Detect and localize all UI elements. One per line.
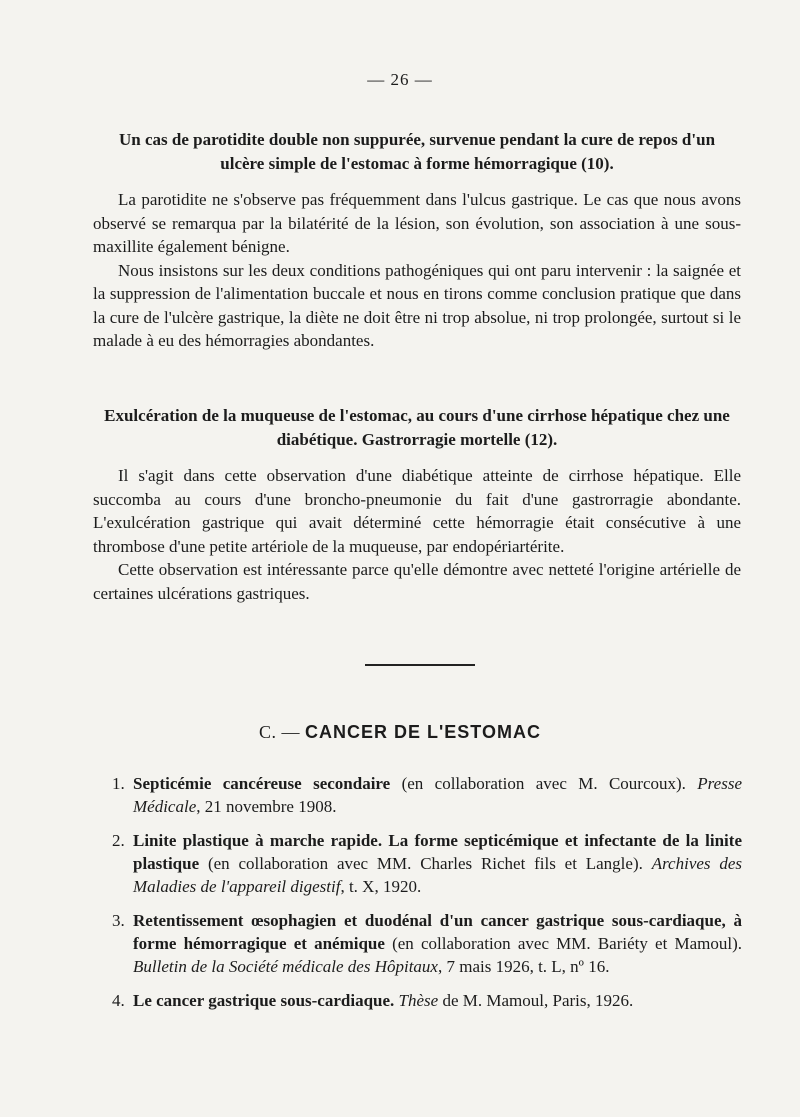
item-title: Le cancer gastrique sous-cardiaque.	[133, 991, 395, 1010]
bibliography-item	[112, 829, 742, 898]
article-exulceration	[93, 404, 741, 605]
item-tail: , 21 novembre 1908.	[196, 797, 337, 816]
item-tail: de M. Mamoul, Paris, 1926.	[438, 991, 634, 1010]
item-number: 3.	[112, 911, 125, 930]
item-tail: , 7 mais 1926, t. L, nº 16.	[437, 957, 610, 976]
article-paragraph: Il s'agit dans cette observation d'une diabétique atteinte de cirrhose hépatique. Elle succomba au cours d'une broncho-pneumonie du fait d'une gastrorragie abondante. L'exulcération gastrique qui avait déterminé cette hémorragie était consécutive à une thrombose d'une petite artériole de la muqueuse, par endopériartérite.	[93, 466, 741, 556]
section-divider	[365, 664, 475, 666]
bibliography-item	[112, 909, 742, 978]
item-journal: Archives des Maladies de l'appareil digestif	[133, 854, 743, 896]
item-title: Retentissement œsophagien et duodénal d'un cancer gastrique sous-cardiaque, à forme hémorragique et anémique	[133, 911, 742, 953]
item-details: (en collaboration avec M. Courcoux).	[390, 774, 698, 793]
section-letter: C. —	[259, 722, 301, 742]
item-number: 2.	[112, 831, 125, 850]
section-heading	[0, 722, 800, 743]
bibliography-list	[112, 772, 742, 1023]
item-title: Linite plastique à marche rapide. La forme septicémique et infectante de la linite plastique	[133, 831, 742, 873]
page-number: — 26 —	[367, 70, 433, 89]
article-paragraph: Nous insistons sur les deux conditions pathogéniques qui ont paru intervenir : la saignée et la suppression de l'alimentation buccale et nous en tirons comme conclusion pratique que dans la cure de l'ulcère gastrique, la diète ne doit être ni trop absolue, ni trop prolongée, surtout si le malade à eu des hémorragies abondantes.	[93, 260, 741, 350]
bibliography-item	[112, 772, 742, 818]
item-details: (en collaboration avec MM. Charles Richet fils et Langle).	[199, 854, 652, 873]
item-details: (en collaboration avec MM. Bariéty et Mamoul).	[384, 934, 742, 953]
item-tail: , t. X, 1920.	[340, 877, 422, 896]
item-number: 4.	[112, 991, 125, 1010]
article-heading: Un cas de parotidite double non suppurée, survenue pendant la cure de repos d'un ulcère simple de l'estomac à forme hémorragique (10).	[118, 130, 716, 173]
item-number: 1.	[112, 774, 125, 793]
article-paragraph: Cette observation est intéressante parce qu'elle démontre avec netteté l'origine artérielle de certaines ulcérations gastriques.	[93, 560, 741, 603]
article-paragraph: La parotidite ne s'observe pas fréquemment dans l'ulcus gastrique. Le cas que nous avons observé se remarqua par la bilatérité de la lésion, son évolution, son association à une sous-maxillite également bénigne.	[93, 190, 741, 256]
article-heading: Exulcération de la muqueuse de l'estomac, au cours d'une cirrhose hépatique chez une diabétique. Gastrorragie mortelle (12).	[104, 406, 730, 449]
article-parotidite	[93, 128, 741, 353]
item-journal: Bulletin de la Société médicale des Hôpitaux	[133, 957, 438, 976]
bibliography-item	[112, 989, 742, 1012]
item-journal: Thèse	[398, 991, 439, 1010]
item-title: Septicémie cancéreuse secondaire	[133, 774, 391, 793]
item-journal: Presse Médicale	[133, 774, 742, 816]
section-title: CANCER DE L'ESTOMAC	[305, 722, 541, 742]
